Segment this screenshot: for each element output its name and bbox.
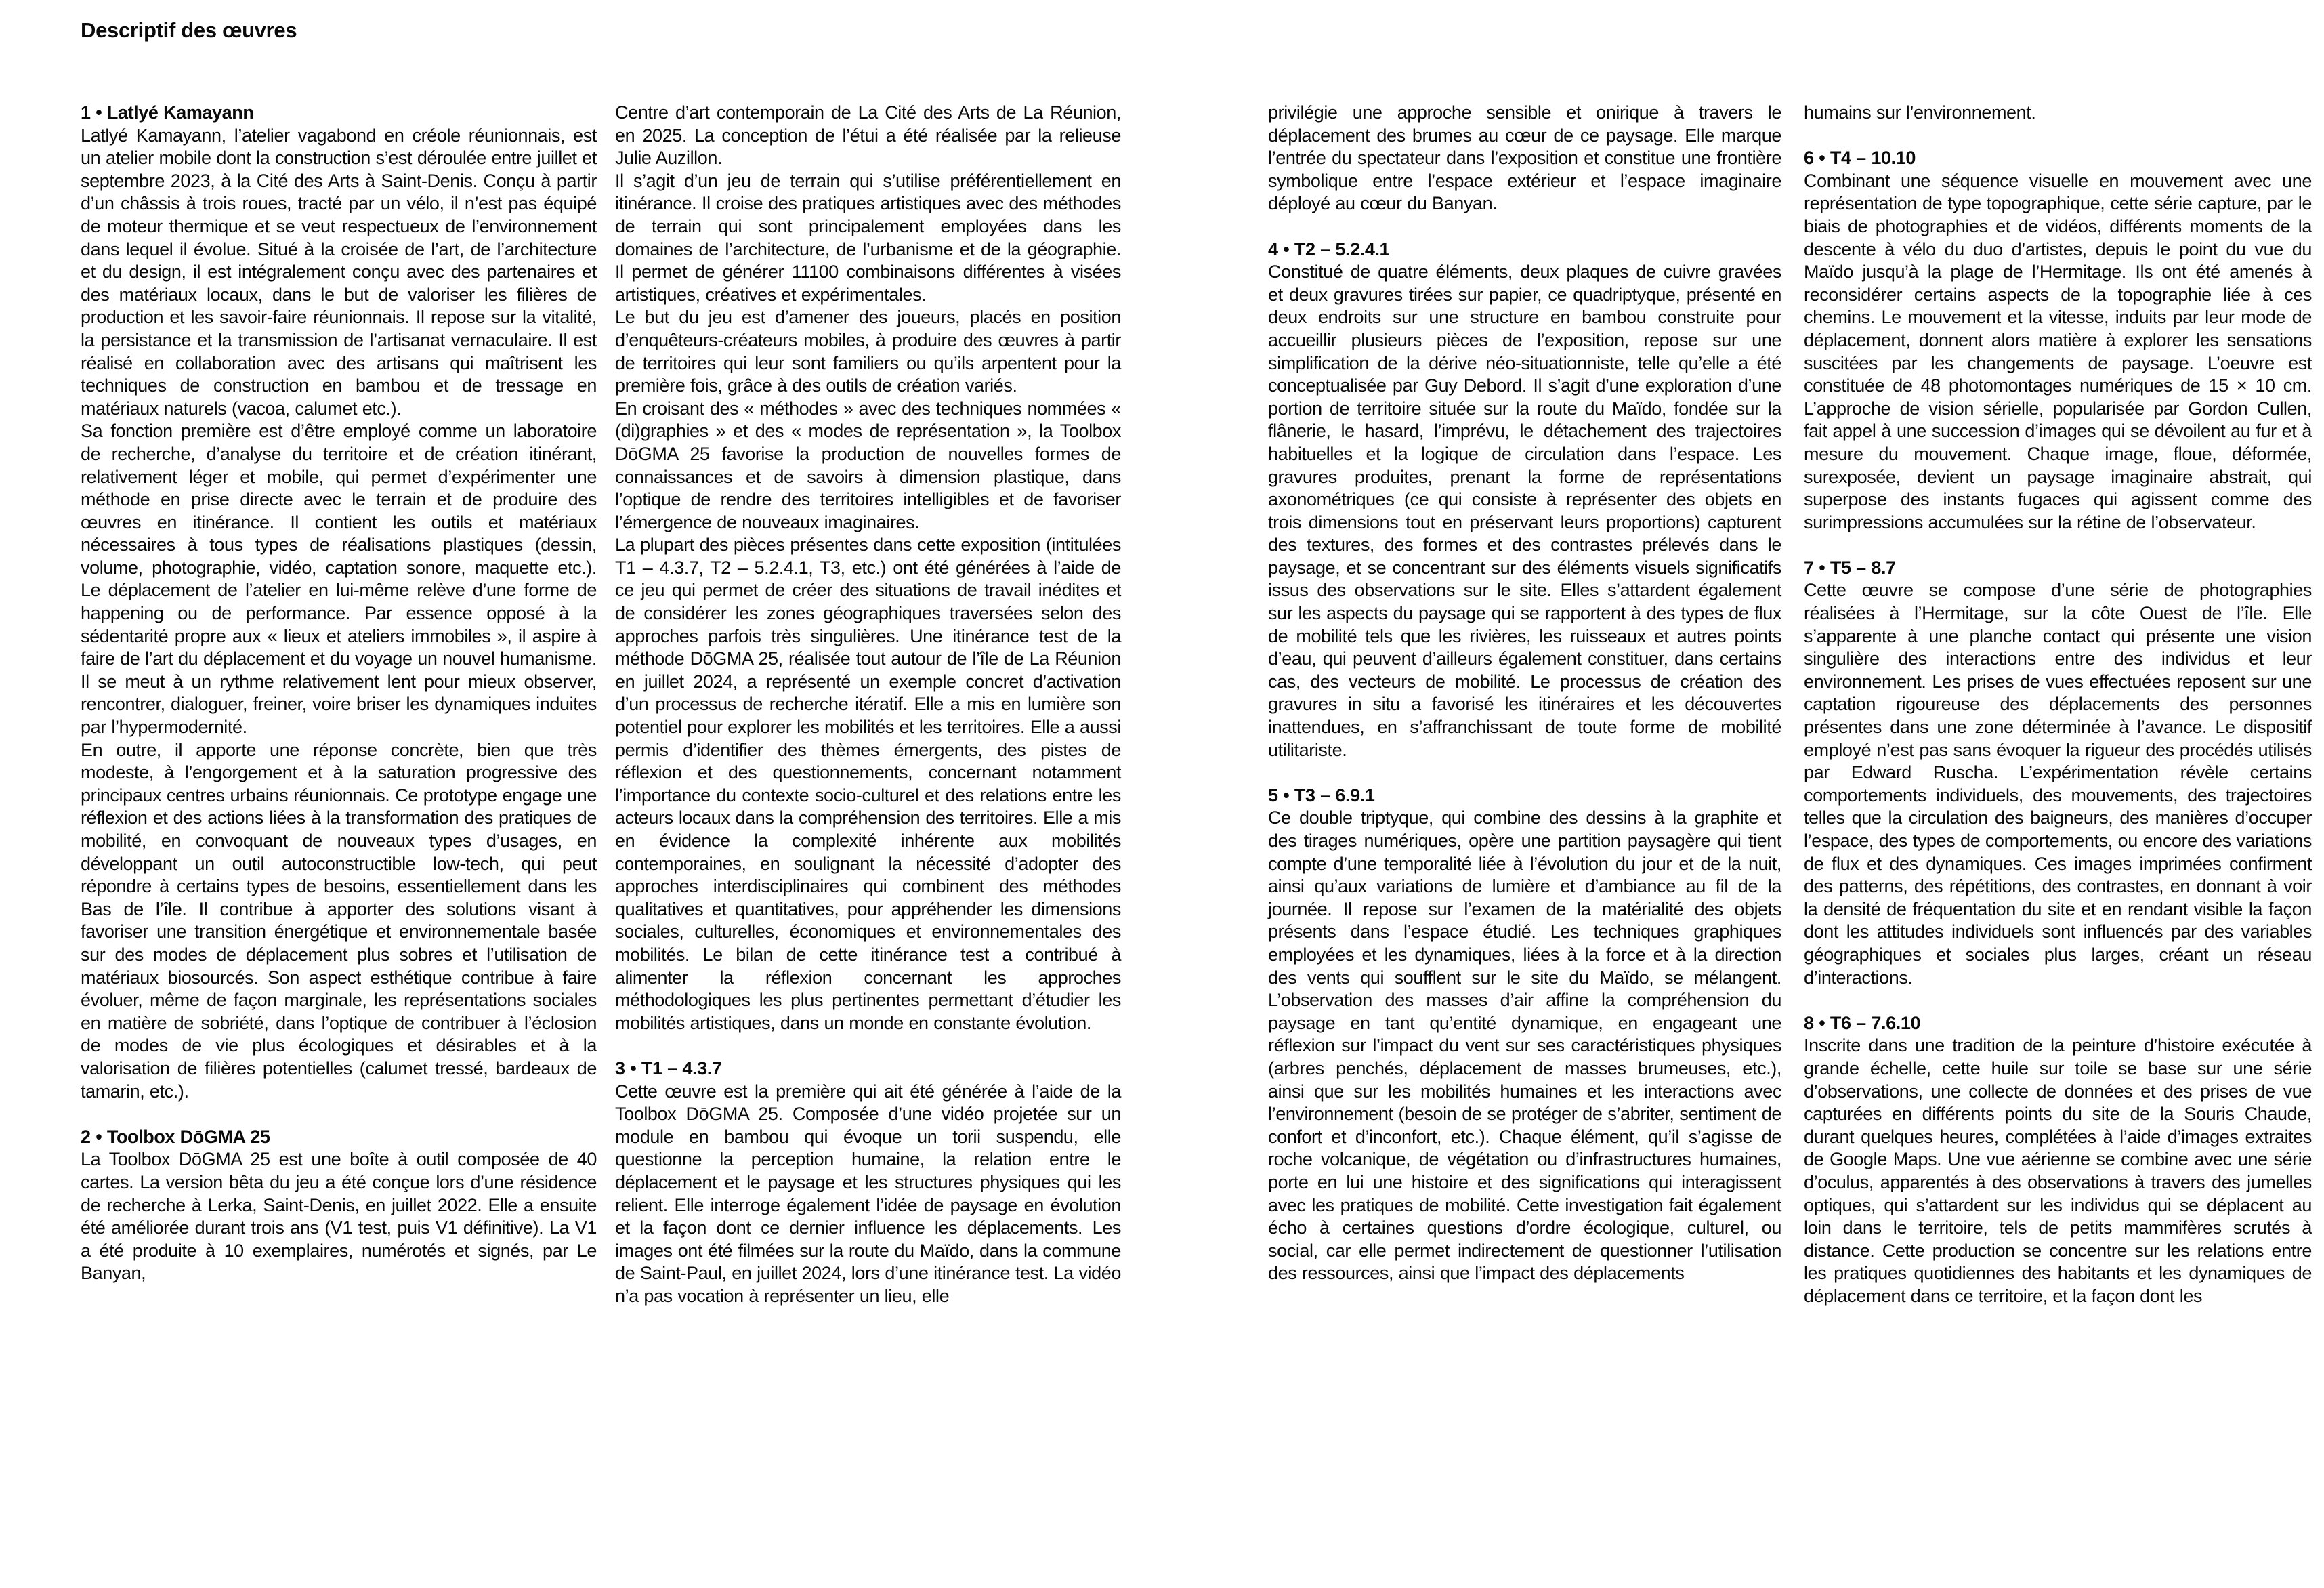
- paragraph: humains sur l’environnement.: [1804, 102, 2036, 123]
- section-heading: 7 • T5 – 8.7: [1804, 557, 1896, 578]
- paragraph: La Toolbox DōGMA 25 est une boîte à outil composée de 40 cartes. La version bêta du jeu a été conçue lors d’une résidence de recherche à Lerka, Saint-Denis, en juillet 2022. Elle a ensuite été améliorée durant trois ans (V1 test, puis V1 définitive). La V1 a été produite à 10 exemplaires, numérotés et signés, par Le Banyan,: [81, 1149, 597, 1284]
- section-heading: 2 • Toolbox DōGMA 25: [81, 1126, 270, 1147]
- paragraph: Sa fonction première est d’être employé comme un laboratoire de recherche, d’analyse du territoire et de création itinérant, relativement léger et mobile, qui permet d’expérimenter une méthode en prise directe avec le terrain et de produire des œuvres en itinérance. Il contient les outils et matériaux nécessaires à tous types de réalisations plastiques (dessin, volume, photographie, vidéo, captation sonore, maquette etc.). Le déplacement de l’atelier en lui-même relève d’une forme de happening ou de performance. Par essence opposé à la sédentarité propre aux « lieux et ateliers immobiles », il aspire à faire de l’art du déplacement et du voyage un nouvel humanisme. Il se meut à un rythme relativement lent pour mieux observer, rencontrer, dialoguer, freiner, voire briser les dynamiques induites par l’hypermodernité.: [81, 421, 597, 738]
- section-heading: 5 • T3 – 6.9.1: [1268, 785, 1375, 806]
- paragraph: Combinant une séquence visuelle en mouvement avec une représentation de type topographique, cette série capture, par le biais de photographies et de vidéos, différents moments de la descente à vélo du duo d’artistes, depuis le point du vue du Maïdo jusqu’à la plage de l’Hermitage. Ils ont été amenés à reconsidérer certains aspects de la topographie liée à ces chemins. Le mouvement et la vitesse, induits par leur mode de déplacement, donnent alors matière à explorer les sensations suscitées par les changements de paysage. L’oeuvre est constituée de 48 photomontages numériques de 15 × 10 cm. L’approche de vision sérielle, popularisée par Gordon Cullen, fait appel à une succession d’images qui se dévoilent au fur et à mesure du mouvement. Chaque image, floue, déformée, surexposée, devient un paysage imaginaire abstrait, qui superpose des instants fugaces qui agissent comme des surimpressions accumulées sur la rétine de l’observateur.: [1804, 170, 2312, 532]
- paragraph: Constitué de quatre éléments, deux plaques de cuivre gravées et deux gravures tirées sur papier, ce quadriptyque, présenté en deux endroits sur une structure en bambou construite pour accueillir plusieurs pièces de l’exposition, repose sur une simplification de la dérive néo-situationniste, telle qu’elle a été conceptualisée par Guy Debord. Il s’agit d’une exploration d’une portion de territoire située sur la route du Maïdo, fondée sur la flânerie, le hasard, l’imprévu, le détachement des trajectoires habituelles et la logique de circulation dans l’espace. Les gravures produites, prenant la forme de représentations axonométriques (ce qui consiste à représenter des objets en trois dimensions tout en préservant leurs proportions) capturent des textures, des formes et des contrastes prélevés dans le paysage, et se concentrant sur des éléments visuels significatifs issus des observations sur le site. Elles s’attardent également sur les aspects du paysage qui se rapportent à des types de flux de mobilité tels que les rivières, les ruisseaux et autres points d’eau, qui peuvent d’ailleurs également constituer, dans certains cas, des vecteurs de mobilité. Le processus de création des gravures in situ a favorisé les itinéraires et les découvertes inattendues, en s’affranchissant de toute forme de mobilité utilitariste.: [1268, 262, 1781, 760]
- text-column-2: [615, 102, 1121, 1308]
- page-title: Descriptif des œuvres: [81, 18, 297, 42]
- section-heading: 8 • T6 – 7.6.10: [1804, 1012, 1921, 1033]
- paragraph: Latlyé Kamayann, l’atelier vagabond en créole réunionnais, est un atelier mobile dont la construction s’est déroulée entre juillet et septembre 2023, à la Cité des Arts à Saint-Denis. Conçu à partir d’un châssis à trois roues, tracté par un vélo, il n’est pas équipé de moteur thermique et se veut respectueux de l’environnement dans lequel il évolue. Situé à la croisée de l’art, de l’architecture et du design, il est intégralement conçu avec des partenaires et des matériaux locaux, dans le but de valoriser les filières de production et les savoir-faire réunionnais. Il repose sur la vitalité, la persistance et la transmission de l’artisanat vernaculaire. Il est réalisé en collaboration avec des artisans qui maîtrisent les techniques de construction en bambou et de tressage en matériaux naturels (vacoa, calumet etc.).: [81, 125, 597, 419]
- paragraph: privilégie une approche sensible et onirique à travers le déplacement des brumes au cœur de ce paysage. Elle marque l’entrée du spectateur dans l’exposition et constitue une frontière symbolique entre l’espace extérieur et l’espace imaginaire déployé au cœur du Banyan.: [1268, 102, 1781, 214]
- paragraph: Ce double triptyque, qui combine des dessins à la graphite et des tirages numériques, opère une partition paysagère qui tient compte d’une temporalité liée à l’évolution du jour et de la nuit, ainsi qu’aux variations de lumière et d’ambiance au fil de la journée. Il repose sur l’examen de la matérialité des objets présents dans l’espace étudié. Les techniques graphiques employées et les dynamiques, liées à la force et à la direction des vents qui soufflent sur le site du Maïdo, se mélangent. L’observation des masses d’air affine la compréhension du paysage en tant qu’entité dynamique, en engageant une réflexion sur l’impact du vent sur ses caractéristiques physiques (arbres penchés, déplacement de masses brumeuses, etc.), ainsi que sur les mobilités humaines et les interactions avec l’environnement (besoin de se protéger de s’abriter, sentiment de confort et d’inconfort, etc.). Chaque élément, qu’il s’agisse de roche volcanique, de végétation ou d’infrastructures humaines, porte en lui une histoire et des significations qui interagissent avec les pratiques de mobilité. Cette investigation fait également écho à certaines questions d’ordre écologique, culturel, ou social, car elle permet indirectement de questionner l’utilisation des ressources, ainsi que l’impact des déplacements: [1268, 808, 1781, 1284]
- section-heading: 4 • T2 – 5.2.4.1: [1268, 238, 1390, 259]
- paragraph: La plupart des pièces présentes dans cette exposition (intitulées T1 – 4.3.7, T2 – 5.2.4.1, T3, etc.) ont été générées à l’aide de ce jeu qui permet de créer des situations de travail inédites et de considérer les zones géographiques traversées selon des approches parfois très singulières. Une itinérance test de la méthode DōGMA 25, réalisée tout autour de l’île de La Réunion en juillet 2024, a représenté un exemple concret d’activation d’un processus de recherche itératif. Elle a mis en lumière son potentiel pour explorer les mobilités et les territoires. Elle a aussi permis d’identifier des thèmes émergents, des pistes de réflexion et des questionnements, concernant notamment l’importance du contexte socio-culturel et des relations entre les acteurs locaux dans la compréhension des territoires. Elle a mis en évidence la complexité inhérente aux mobilités contemporaines, en soulignant la nécessité d’adopter des approches interdisciplinaires qui combinent des méthodes qualitatives et quantitatives, pour appréhender les dimensions sociales, culturelles, économiques et environnementales des mobilités. Le bilan de cette itinérance test a contribué à alimenter la réflexion concernant les approches méthodologiques les plus pertinentes permettant d’étudier les mobilités artistiques, dans un monde en constante évolution.: [615, 535, 1121, 1033]
- paragraph: Il s’agit d’un jeu de terrain qui s’utilise préférentiellement en itinérance. Il croise des pratiques artistiques avec des méthodes de terrain qui sont principalement employées dans les domaines de l’architecture, de l’urbanisme et de la géographie. Il permet de générer 11100 combinaisons différentes à visées artistiques, créatives et expérimentales.: [615, 170, 1121, 305]
- paragraph: Cette œuvre se compose d’une série de photographies réalisées à l’Hermitage, sur la côte Ouest de l’île. Elle s’apparente à une planche contact qui présente une vision singulière des interactions entre des individus et leur environnement. Les prises de vues effectuées reposent sur une captation rigoureuse des déplacements des personnes présentes dans une zone déterminée à l’avance. Le dispositif employé n’est pas sans évoquer la rigueur des procédés utilisés par Edward Ruscha. L’expérimentation révèle certains comportements individuels, des mouvements, des trajectoires telles que la circulation des baigneurs, des manières d’occuper l’espace, des types de comportements, ou encore des variations de flux et des dynamiques. Ces images imprimées confirment des patterns, des répétitions, des contrastes, en donnant à voir la densité de fréquentation du site et en rendant visible la façon dont les attitudes individuels sont influencés par des variables géographiques et sociales plus larges, créant un réseau d’interactions.: [1804, 580, 2312, 988]
- paragraph: Inscrite dans une tradition de la peinture d’histoire exécutée à grande échelle, cette huile sur toile se base sur une série d’observations, une collecte de données et des prises de vue capturées en différents points du site de la Souris Chaude, durant quelques heures, complétées à l’aide d’images extraites de Google Maps. Une vue aérienne se combine avec une série d’oculus, apparentés à des observations à travers des jumelles optiques, qui s’attardent sur les individus qui se déplacent au loin dans le territoire, tels de petits mammifères scrutés à distance. Cette production se concentre sur les relations entre les pratiques quotidiennes des habitants et les dynamiques de déplacement dans ce territoire, et la façon dont les: [1804, 1035, 2312, 1306]
- paragraph: Cette œuvre est la première qui ait été générée à l’aide de la Toolbox DōGMA 25. Composée d’une vidéo projetée sur un module en bambou qui évoque un torii suspendu, elle questionne la perception humaine, la relation entre le déplacement et le paysage et les structures physiques qui les relient. Elle interroge également l’idée de paysage en évolution et la façon dont ce dernier influence les déplacements. Les images ont été filmées sur la route du Maïdo, dans la commune de Saint-Paul, en juillet 2024, lors d’une itinérance test. La vidéo n’a pas vocation à représenter un lieu, elle: [615, 1081, 1121, 1306]
- paragraph: Le but du jeu est d’amener des joueurs, placés en position d’enquêteurs-créateurs mobiles, à produire des œuvres à partir de territoires qui leur sont familiers ou qu’ils arpentent pour la première fois, grâce à des outils de création variés.: [615, 307, 1121, 396]
- text-column-3: [1268, 102, 1781, 1285]
- section-heading: 6 • T4 – 10.10: [1804, 148, 1916, 169]
- section-heading: 3 • T1 – 4.3.7: [615, 1058, 722, 1079]
- paragraph: Centre d’art contemporain de La Cité des Arts de La Réunion, en 2025. La conception de l’étui a été réalisée par la relieuse Julie Auzillon.: [615, 102, 1121, 169]
- paragraph: En outre, il apporte une réponse concrète, bien que très modeste, à l’engorgement et à la saturation progressive des principaux centres urbains réunionnais. Ce prototype engage une réflexion et des actions liées à la transformation des pratiques de mobilité, en convoquant de nouveaux types d’usages, en développant un outil autoconstructible low-tech, qui peut répondre à certains types de besoins, essentiellement dans les Bas de l’île. Il contribue à apporter des solutions visant à favoriser une transition énergétique et environnementale basée sur des modes de déplacement plus sobres et l’utilisation de matériaux biosourcés. Son aspect esthétique contribue à faire évoluer, même de façon marginale, les représentations sociales en matière de sobriété, dans l’optique de contribuer à l’éclosion de modes de vie plus écologiques et désirables et à la valorisation de filières potentielles (calumet tressé, bardeaux de tamarin, etc.).: [81, 739, 597, 1102]
- section-heading: 1 • Latlyé Kamayann: [81, 102, 254, 123]
- paragraph: En croisant des « méthodes » avec des techniques nommées « (di)graphies » et des « modes de représentation », la Toolbox DōGMA 25 favorise la production de nouvelles formes de connaissances et de savoirs à dimension plastique, dans l’optique de rendre des territoires intelligibles et de favoriser l’émergence de nouveaux imaginaires.: [615, 398, 1121, 532]
- text-column-4: [1804, 102, 2312, 1308]
- text-column-1: [81, 102, 597, 1285]
